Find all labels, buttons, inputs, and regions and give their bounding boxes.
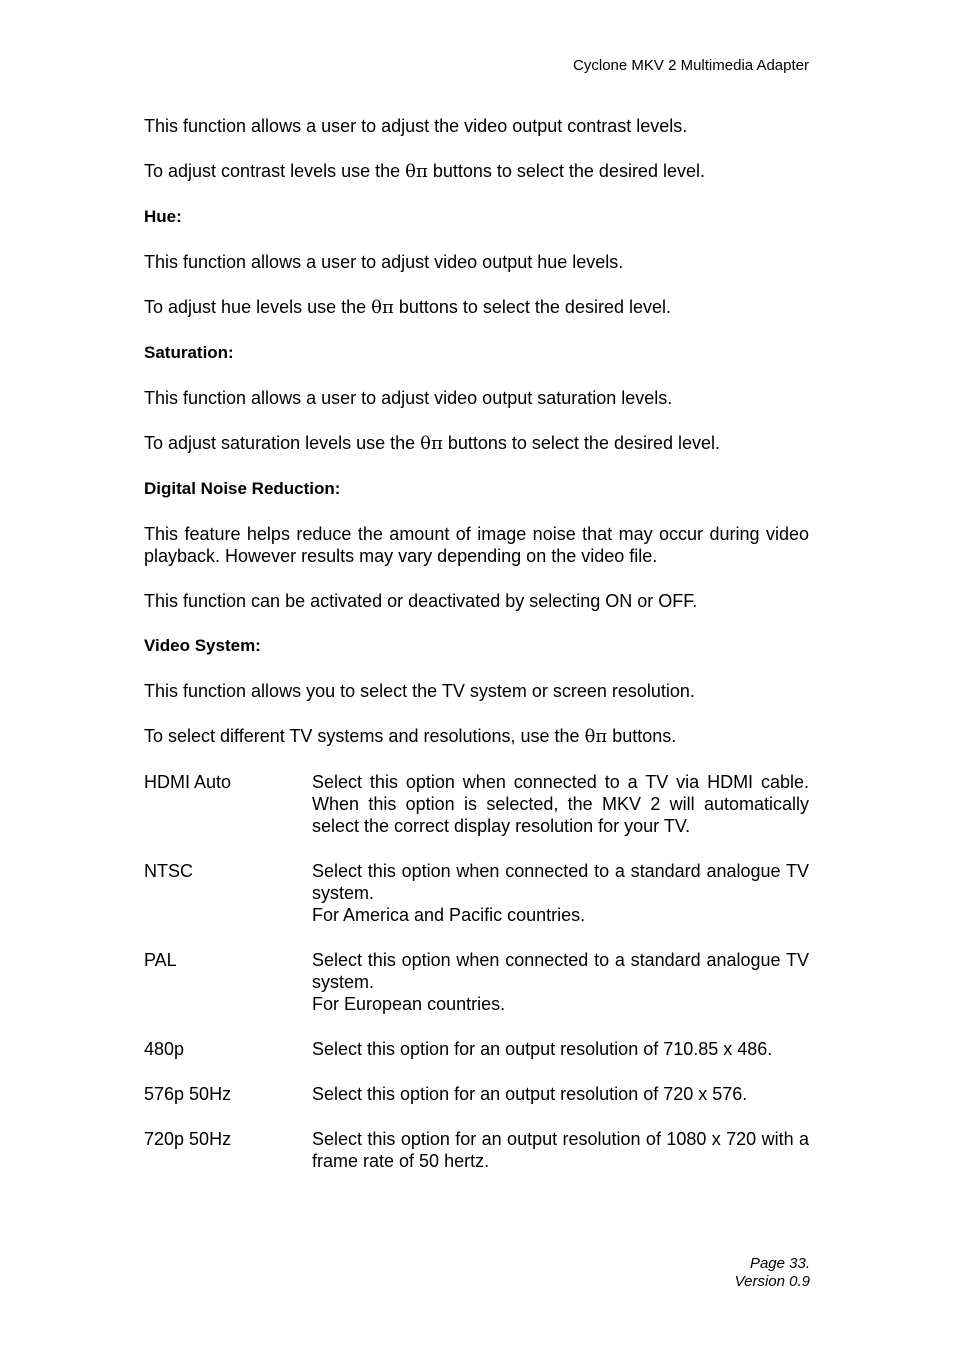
option-description-line: Select this option for an output resolution of 1080 x 720 with a frame rate of 50 hertz. xyxy=(312,1129,809,1171)
option-description xyxy=(312,1083,809,1105)
hue-instruction xyxy=(144,296,809,319)
contrast-instruction-text-end: buttons to select the desired level. xyxy=(427,161,705,181)
option-label: HDMI Auto xyxy=(144,772,232,792)
arrow-buttons-icon: θπ xyxy=(584,726,608,747)
option-row-hdmi-auto xyxy=(144,771,809,837)
saturation-heading: Saturation: xyxy=(144,343,234,362)
dnr-heading: Digital Noise Reduction: xyxy=(144,479,341,498)
video-system-options-table xyxy=(144,771,809,1172)
option-label: 480p xyxy=(144,1039,185,1059)
document-title: Cyclone MKV 2 Multimedia Adapter xyxy=(573,57,809,74)
option-description-line: Select this option when connected to a TV via HDMI cable. When this option is selected, the MKV 2 will automatically select the correct display resolution for your TV. xyxy=(312,772,809,836)
option-description-line: Select this option for an output resolution of 720 x 576. xyxy=(312,1084,748,1104)
saturation-instruction-text-end: buttons to select the desired level. xyxy=(442,433,721,453)
saturation-instruction xyxy=(144,432,809,455)
video-system-instruction-text: To select different TV systems and resolutions, use the xyxy=(144,726,585,746)
contrast-instruction-text: To adjust contrast levels use the xyxy=(144,161,406,181)
option-description xyxy=(312,1128,809,1172)
video-system-instruction-text-end: buttons. xyxy=(607,726,677,746)
hue-heading: Hue: xyxy=(144,207,182,226)
hue-instruction-text-end: buttons to select the desired level. xyxy=(393,297,671,317)
option-label: NTSC xyxy=(144,861,193,881)
option-description-line: Select this option when connected to a standard analogue TV system. xyxy=(312,861,809,903)
contrast-instruction xyxy=(144,160,809,183)
option-row-576p-50hz xyxy=(144,1083,809,1105)
option-description xyxy=(312,1038,809,1060)
dnr-description: This feature helps reduce the amount of image noise that may occur during video playback. However results may vary depending on the video file. xyxy=(144,524,809,566)
arrow-buttons-icon: θπ xyxy=(420,433,443,454)
option-label: PAL xyxy=(144,950,177,970)
page-number: Page 33. xyxy=(749,1255,810,1272)
page-header xyxy=(573,57,809,75)
saturation-instruction-text: To adjust saturation levels use the xyxy=(144,433,421,453)
option-description-line: Select this option for an output resolution of 710.85 x 486. xyxy=(312,1039,773,1059)
arrow-buttons-icon: θπ xyxy=(371,297,394,318)
option-row-ntsc xyxy=(144,860,809,926)
video-system-description: This function allows you to select the TV system or screen resolution. xyxy=(144,681,695,701)
hue-instruction-text: To adjust hue levels use the xyxy=(144,297,372,317)
option-row-480p xyxy=(144,1038,809,1060)
option-description-line: For European countries. xyxy=(312,994,506,1014)
option-description xyxy=(312,949,809,1015)
video-system-instruction xyxy=(144,725,809,748)
saturation-description: This function allows a user to adjust video output saturation levels. xyxy=(144,388,673,408)
option-label: 576p 50Hz xyxy=(144,1084,232,1104)
document-version: Version 0.9 xyxy=(734,1273,810,1290)
hue-description: This function allows a user to adjust video output hue levels. xyxy=(144,252,624,272)
option-description xyxy=(312,860,809,926)
option-label: 720p 50Hz xyxy=(144,1129,232,1149)
option-description xyxy=(312,771,809,837)
option-description-line: For America and Pacific countries. xyxy=(312,905,586,925)
option-row-pal xyxy=(144,949,809,1015)
video-system-heading: Video System: xyxy=(144,636,261,655)
page-footer xyxy=(735,1255,810,1291)
page-content xyxy=(144,115,809,1195)
arrow-buttons-icon: θπ xyxy=(405,161,428,182)
contrast-description: This function allows a user to adjust the video output contrast levels. xyxy=(144,116,688,136)
dnr-toggle-note: This function can be activated or deactivated by selecting ON or OFF. xyxy=(144,591,698,611)
option-row-720p-50hz xyxy=(144,1128,809,1172)
option-description-line: Select this option when connected to a standard analogue TV system. xyxy=(312,950,809,992)
